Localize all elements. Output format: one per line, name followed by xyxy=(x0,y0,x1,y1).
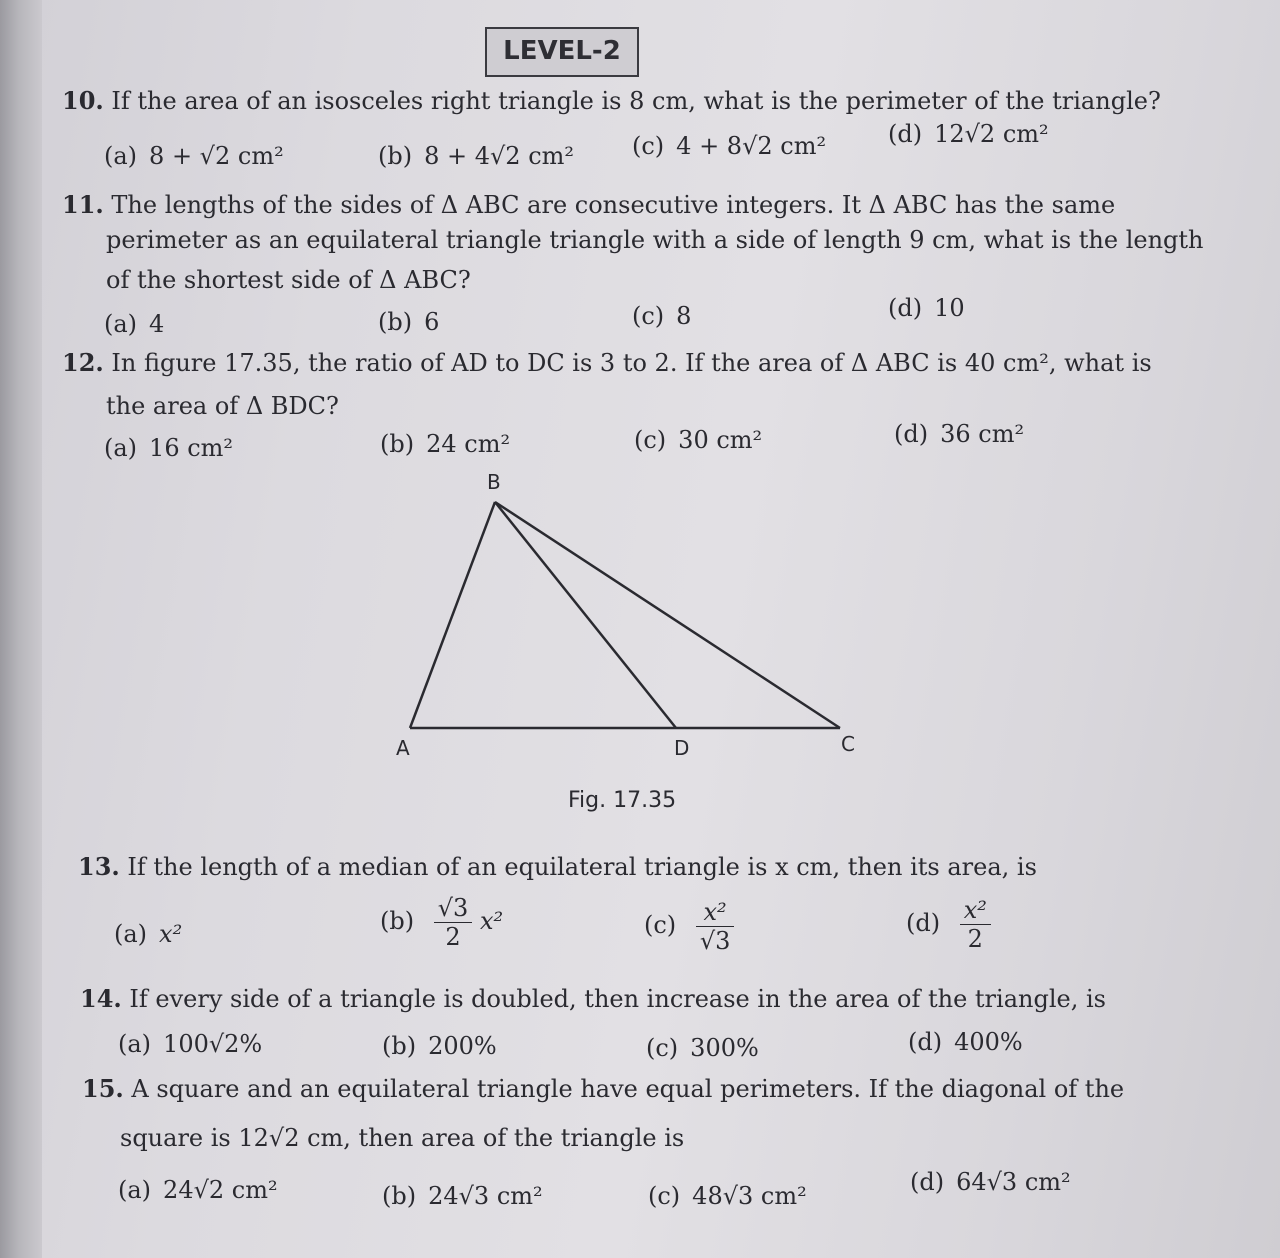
option-a xyxy=(104,142,284,170)
fraction-numerator: x² xyxy=(696,898,735,927)
option-text: 8 + √2 cm² xyxy=(149,142,284,170)
option-text: 4 xyxy=(149,310,165,338)
question-text-line-1: A square and an equilateral triangle have equal perimeters. If the diagonal of the xyxy=(131,1075,1125,1103)
option-label: (a) xyxy=(114,920,148,948)
vertex-label-a: A xyxy=(396,736,410,760)
question-text: If the area of an isosceles right triangle is 8 cm, what is the perimeter of the triangle? xyxy=(111,87,1161,115)
question-13 xyxy=(78,852,1037,881)
option-text: 12√2 cm² xyxy=(934,120,1049,148)
question-10 xyxy=(62,86,1161,115)
option-text: 100√2% xyxy=(163,1030,263,1058)
option-label: (d) xyxy=(910,1168,945,1196)
point-label-d: D xyxy=(674,736,690,760)
option-b xyxy=(382,1182,543,1210)
level-heading: LEVEL-2 xyxy=(485,27,639,77)
option-label: (b) xyxy=(382,1032,417,1060)
option-text: 30 cm² xyxy=(678,426,763,454)
option-text: 400% xyxy=(954,1028,1023,1056)
option-d xyxy=(906,896,991,953)
question-text-line-2: square is 12√2 cm, then area of the triangle is xyxy=(120,1124,685,1152)
segment-bd xyxy=(495,502,676,728)
question-number: 12. xyxy=(62,348,104,377)
option-label: (b) xyxy=(380,430,415,458)
option-text: 48√3 cm² xyxy=(692,1182,807,1210)
option-label: (b) xyxy=(380,907,415,935)
option-text: 4 + 8√2 cm² xyxy=(676,132,827,160)
option-label: (a) xyxy=(104,434,138,462)
option-tail: x² xyxy=(479,907,504,935)
question-text: If the length of a median of an equilateral triangle is x cm, then its area, is xyxy=(127,853,1037,881)
option-c xyxy=(632,132,826,160)
question-number: 14. xyxy=(80,984,122,1013)
fraction xyxy=(434,894,473,951)
question-text-line-1: The lengths of the sides of Δ ABC are consecutive integers. It Δ ABC has the same xyxy=(111,191,1116,219)
option-text: 36 cm² xyxy=(940,420,1025,448)
fraction xyxy=(960,896,991,953)
option-d xyxy=(908,1028,1023,1056)
question-11 xyxy=(62,190,1115,219)
option-label: (c) xyxy=(632,132,665,160)
vertex-label-c: C xyxy=(841,732,855,756)
option-text: 8 + 4√2 cm² xyxy=(424,142,575,170)
option-label: (d) xyxy=(888,120,923,148)
question-text-line-2: perimeter as an equilateral triangle triangle with a side of length 9 cm, what is the length xyxy=(106,226,1204,254)
option-text: 24 cm² xyxy=(426,430,511,458)
option-text: 10 xyxy=(934,294,965,322)
fraction-denominator: 2 xyxy=(445,923,461,951)
option-c xyxy=(648,1182,807,1210)
option-d xyxy=(888,294,965,322)
option-c xyxy=(644,898,734,955)
option-label: (c) xyxy=(646,1034,679,1062)
option-text: 8 xyxy=(676,302,692,330)
option-b xyxy=(382,1032,497,1060)
option-a xyxy=(118,1176,278,1204)
option-label: (a) xyxy=(118,1176,152,1204)
question-text-line-3: of the shortest side of Δ ABC? xyxy=(106,266,471,294)
fraction-numerator: x² xyxy=(960,896,991,925)
option-a xyxy=(114,920,182,948)
option-label: (c) xyxy=(648,1182,681,1210)
option-text: 300% xyxy=(690,1034,759,1062)
option-label: (c) xyxy=(632,302,665,330)
option-label: (d) xyxy=(908,1028,943,1056)
side-ab xyxy=(410,502,495,728)
book-spine-shadow xyxy=(0,0,42,1258)
question-text-line-2: the area of Δ BDC? xyxy=(106,392,339,420)
option-label: (d) xyxy=(888,294,923,322)
vertex-label-b: B xyxy=(487,470,501,494)
option-text: 16 cm² xyxy=(149,434,234,462)
fraction xyxy=(696,898,735,955)
option-text: x² xyxy=(159,920,183,948)
option-b xyxy=(378,142,574,170)
option-a xyxy=(104,434,233,462)
option-c xyxy=(646,1034,759,1062)
figure-caption: Fig. 17.35 xyxy=(568,788,677,813)
option-label: (d) xyxy=(894,420,929,448)
question-number: 15. xyxy=(82,1074,124,1103)
question-15 xyxy=(82,1074,1124,1103)
question-text: If every side of a triangle is doubled, then increase in the area of the triangle, is xyxy=(129,985,1106,1013)
question-number: 11. xyxy=(62,190,104,219)
option-text: 200% xyxy=(428,1032,497,1060)
option-text: 64√3 cm² xyxy=(956,1168,1071,1196)
option-label: (d) xyxy=(906,909,941,937)
triangle-figure xyxy=(380,465,880,765)
question-number: 13. xyxy=(78,852,120,881)
question-14 xyxy=(80,984,1106,1013)
option-b xyxy=(378,308,439,336)
option-label: (a) xyxy=(118,1030,152,1058)
question-number: 10. xyxy=(62,86,104,115)
option-label: (a) xyxy=(104,310,138,338)
option-a xyxy=(118,1030,262,1058)
option-text: 24√3 cm² xyxy=(428,1182,543,1210)
option-b xyxy=(380,430,510,458)
option-c xyxy=(634,426,762,454)
fraction-denominator: 2 xyxy=(967,925,983,953)
fraction-numerator: √3 xyxy=(434,894,473,923)
option-text: 6 xyxy=(424,308,440,336)
option-d xyxy=(888,120,1049,148)
option-label: (b) xyxy=(378,308,413,336)
side-bc xyxy=(495,502,840,728)
option-label: (b) xyxy=(378,142,413,170)
option-label: (a) xyxy=(104,142,138,170)
option-a xyxy=(104,310,164,338)
question-12 xyxy=(62,348,1152,377)
option-d xyxy=(910,1168,1071,1196)
option-c xyxy=(632,302,691,330)
option-d xyxy=(894,420,1024,448)
fraction-denominator: √3 xyxy=(699,927,731,955)
option-label: (b) xyxy=(382,1182,417,1210)
option-text: 24√2 cm² xyxy=(163,1176,278,1204)
option-label: (c) xyxy=(634,426,667,454)
question-text-line-1: In figure 17.35, the ratio of AD to DC is 3 to 2. If the area of Δ ABC is 40 cm², what is xyxy=(111,349,1152,377)
option-b xyxy=(380,894,503,951)
option-label: (c) xyxy=(644,911,677,939)
